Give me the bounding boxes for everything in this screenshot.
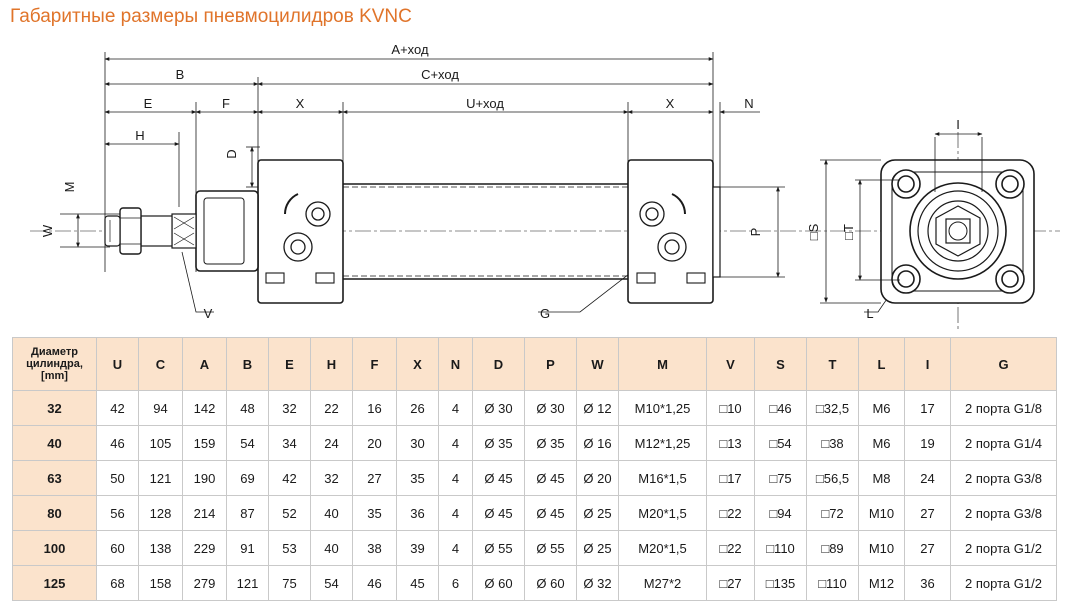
table-cell: 36 [905,566,951,601]
dim-label-f: F [222,96,230,111]
corner-header-line: Диаметр [31,346,78,358]
table-cell: 121 [227,566,269,601]
table-cell: Ø 25 [577,496,619,531]
table-cell: Ø 45 [525,461,577,496]
table-cell: Ø 60 [473,566,525,601]
dim-label-e: E [143,96,153,111]
table-cell: 36 [397,496,439,531]
table-cell: □110 [807,566,859,601]
table-cell: □110 [755,531,807,566]
table-cell: Ø 45 [525,496,577,531]
table-cell: M20*1,5 [619,531,707,566]
table-cell: 40 [311,496,353,531]
table-cell: 75 [269,566,311,601]
dim-label-v: V [203,306,213,321]
column-header-b: B [227,338,269,391]
table-cell: 4 [439,391,473,426]
dim-label-g: G [539,306,551,321]
column-header-s: S [755,338,807,391]
table-cell: □89 [807,531,859,566]
table-cell: M27*2 [619,566,707,601]
column-header-t: T [807,338,859,391]
dim-label-t: □T [841,224,856,240]
table-cell: M8 [859,461,905,496]
table-cell: 128 [139,496,183,531]
column-header-u: U [97,338,139,391]
table-cell: 17 [905,391,951,426]
corner-header-line: цилиндра, [26,358,83,370]
dim-label-s: □S [806,223,821,241]
table-cell: 40 [311,531,353,566]
table-cell: 27 [353,461,397,496]
cylinder-diameter-cell: 125 [13,566,97,601]
column-header-e: E [269,338,311,391]
cylinder-diameter-cell: 80 [13,496,97,531]
table-cell: 60 [97,531,139,566]
table-row [13,426,1057,461]
table-cell: 2 порта G3/8 [951,461,1057,496]
table-cell: 4 [439,531,473,566]
table-cell: □46 [755,391,807,426]
table-cell: Ø 35 [473,426,525,461]
cylinder-side-view [105,160,720,303]
table-cell: Ø 32 [577,566,619,601]
table-cell: 2 порта G1/2 [951,566,1057,601]
cylinder-diameter-cell: 100 [13,531,97,566]
table-cell: 68 [97,566,139,601]
column-header-i: I [905,338,951,391]
table-cell: 22 [311,391,353,426]
table-cell: □13 [707,426,755,461]
dim-label-d: D [224,149,239,159]
table-cell: Ø 30 [473,391,525,426]
dim-label-x-right: X [665,96,675,111]
table-cell: 35 [397,461,439,496]
dim-label-p: P [748,227,763,237]
table-cell: M12*1,25 [619,426,707,461]
table-cell: 6 [439,566,473,601]
column-header-n: N [439,338,473,391]
table-cell: 53 [269,531,311,566]
table-cell: M12 [859,566,905,601]
table-cell: 121 [139,461,183,496]
table-cell: M6 [859,391,905,426]
table-cell: Ø 12 [577,391,619,426]
table-cell: 16 [353,391,397,426]
table-cell: 69 [227,461,269,496]
table-cell: Ø 55 [525,531,577,566]
table-cell: 138 [139,531,183,566]
cylinder-diameter-cell: 40 [13,426,97,461]
table-cell: 26 [397,391,439,426]
table-cell: M20*1,5 [619,496,707,531]
table-cell: 91 [227,531,269,566]
cylinder-end-view [881,160,1034,303]
table-cell: 39 [397,531,439,566]
table-cell: 279 [183,566,227,601]
table-cell: 2 порта G1/8 [951,391,1057,426]
table-cell: Ø 45 [473,496,525,531]
table-cell: 52 [269,496,311,531]
table-cell: 27 [905,496,951,531]
column-header-m: M [619,338,707,391]
table-cell: 46 [97,426,139,461]
dim-label-u: U+ход [466,96,504,111]
dimensions-table [12,337,1057,601]
table-cell: Ø 20 [577,461,619,496]
table-row [13,496,1057,531]
table-cell: Ø 16 [577,426,619,461]
table-cell: 32 [269,391,311,426]
table-cell: 105 [139,426,183,461]
table-cell: □56,5 [807,461,859,496]
table-cell: 24 [905,461,951,496]
table-cell: □38 [807,426,859,461]
table-cell: 20 [353,426,397,461]
dim-label-n: N [744,96,754,111]
table-cell: 42 [269,461,311,496]
table-cell: 2 порта G1/2 [951,531,1057,566]
table-header-row [13,338,1057,391]
column-header-h: H [311,338,353,391]
table-row [13,391,1057,426]
table-cell: □27 [707,566,755,601]
corner-header-line: [mm] [41,370,68,382]
column-header-g: G [951,338,1057,391]
table-row [13,461,1057,496]
table-cell: 42 [97,391,139,426]
table-cell: □22 [707,531,755,566]
dim-label-b: B [175,67,185,82]
column-header-p: P [525,338,577,391]
table-cell: 94 [139,391,183,426]
column-header-l: L [859,338,905,391]
table-cell: 2 порта G3/8 [951,496,1057,531]
table-cell: 46 [353,566,397,601]
table-cell: 54 [311,566,353,601]
table-cell: 45 [397,566,439,601]
table-cell: 54 [227,426,269,461]
table-cell: □32,5 [807,391,859,426]
dim-label-l: L [866,306,874,321]
table-cell: 4 [439,426,473,461]
cylinder-dimension-drawing [0,32,1069,332]
table-cell: 24 [311,426,353,461]
table-cell: 27 [905,531,951,566]
table-cell: 38 [353,531,397,566]
table-cell: M16*1,5 [619,461,707,496]
column-header-c: C [139,338,183,391]
dim-label-i: I [956,117,960,132]
dim-label-w: W [40,224,55,238]
table-cell: 142 [183,391,227,426]
table-cell: □54 [755,426,807,461]
table-cell: 190 [183,461,227,496]
table-cell: □135 [755,566,807,601]
table-row [13,531,1057,566]
table-cell: M10 [859,496,905,531]
table-cell: 56 [97,496,139,531]
table-cell: Ø 55 [473,531,525,566]
page-title: Габаритные размеры пневмоцилидров KVNC [10,6,412,27]
column-header-diameter [13,338,97,391]
table-cell: □22 [707,496,755,531]
table-cell: □72 [807,496,859,531]
table-cell: Ø 45 [473,461,525,496]
table-cell: 19 [905,426,951,461]
cylinder-diameter-cell: 63 [13,461,97,496]
table-cell: □10 [707,391,755,426]
column-header-v: V [707,338,755,391]
table-cell: 2 порта G1/4 [951,426,1057,461]
table-cell: Ø 30 [525,391,577,426]
table-cell: 32 [311,461,353,496]
column-header-d: D [473,338,525,391]
table-cell: M10*1,25 [619,391,707,426]
dim-label-m: M [62,181,77,193]
column-header-w: W [577,338,619,391]
table-cell: 50 [97,461,139,496]
table-cell: Ø 25 [577,531,619,566]
table-cell: Ø 60 [525,566,577,601]
table-cell: M6 [859,426,905,461]
table-cell: 34 [269,426,311,461]
table-row [13,566,1057,601]
table-cell: 159 [183,426,227,461]
column-header-f: F [353,338,397,391]
column-header-a: A [183,338,227,391]
table-cell: 158 [139,566,183,601]
table-cell: M10 [859,531,905,566]
dim-label-c: C+ход [421,67,459,82]
table-cell: 35 [353,496,397,531]
table-cell: 87 [227,496,269,531]
table-cell: □17 [707,461,755,496]
cylinder-diameter-cell: 32 [13,391,97,426]
table-cell: 4 [439,461,473,496]
dim-label-a: A+ход [391,42,429,57]
table-cell: Ø 35 [525,426,577,461]
dim-label-x-left: X [295,96,305,111]
table-cell: □94 [755,496,807,531]
table-cell: 229 [183,531,227,566]
dim-label-h: H [135,128,145,143]
table-cell: 214 [183,496,227,531]
table-cell: 4 [439,496,473,531]
table-cell: 48 [227,391,269,426]
table-cell: □75 [755,461,807,496]
table-cell: 30 [397,426,439,461]
column-header-x: X [397,338,439,391]
